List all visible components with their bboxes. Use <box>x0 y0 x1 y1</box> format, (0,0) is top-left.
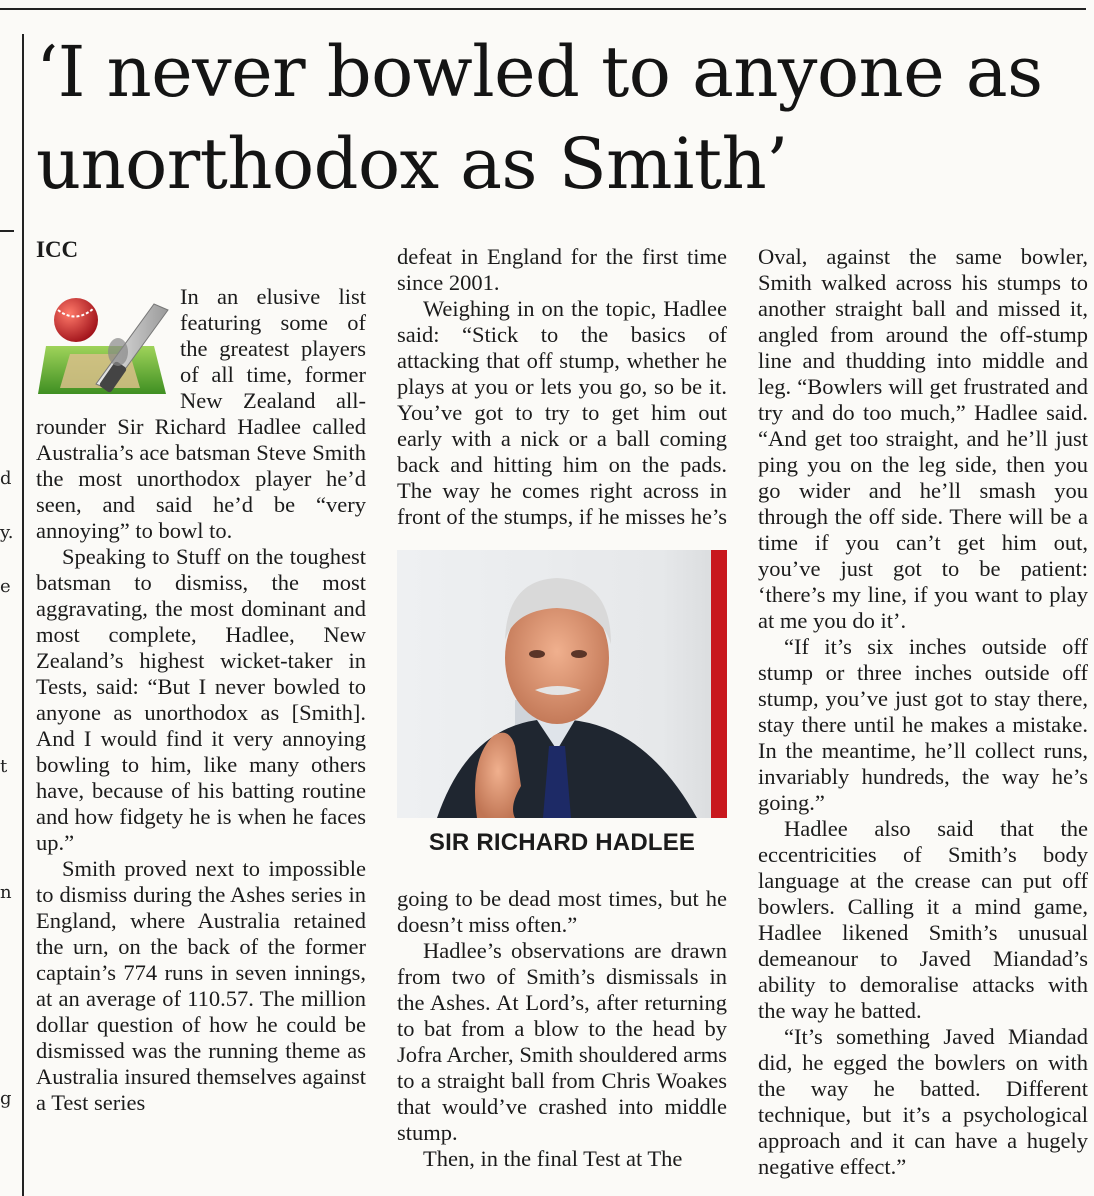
paragraph: Oval, against the same bowler, Smith walked across his stumps to another straight ball and missed it, angled from around the off-stump line and thudding into middle and leg. “Bowlers will get frustrated and try and do too much,” Hadlee said. “And get too straight, and he’ll just ping you on the leg side, then you go wider and he’ll smash you through the off side. There will be a time if you can’t get him out, you’ve just got to be patient: ‘there’s my line, if you want to play at me you do it’. <box>758 244 1088 633</box>
byline: ICC <box>36 237 79 262</box>
article-column-2 <box>397 244 727 1172</box>
margin-fragment: d <box>0 468 12 489</box>
article-column-3 <box>758 244 1088 1180</box>
margin-fragment: n <box>0 882 12 903</box>
paragraph: Weighing in on the topic, Hadlee said: “Stick to the basics of attacking that off stump, whether he plays at you or lets you go, so be it. You’ve got to try to get him out early with a nick or a ball coming back and hitting him on the pads. The way he comes right across in front of the stumps, if he misses he’s <box>397 296 727 529</box>
paragraph: Speaking to Stuff on the toughest batsman to dismiss, the most aggravating, the most dominant and most complete, Hadlee, New Zealand’s highest wicket-taker in Tests, said: “But I never bowled to anyone as unorthodox as [Smith]. And I would find it very annoying bowling to him, like many others have, because of his batting routine and how fidgety he is when he faces up.” <box>36 544 366 855</box>
cricket-icon <box>36 284 170 398</box>
paragraph: “If it’s six inches outside off stump or three inches outside off stump, you’ve just got to stay there, stay there until he makes a mistake. In the meantime, he’ll collect runs, invariably hundreds, the way he’s going.” <box>758 634 1088 815</box>
paragraph: Smith proved next to impossible to dismiss during the Ashes series in England, where Australia retained the urn, on the back of the former captain’s 774 runs in seven innings, at an average of 110.57. The million dollar question of how he could be dismissed was the running theme as Australia insured themselves against a Test series <box>36 856 366 1115</box>
article-column-1 <box>36 236 366 1116</box>
photo-caption: SIR RICHARD HADLEE <box>428 829 696 856</box>
paragraph: In an elusive list featuring some of the greatest players of all time, former New Zealand all-rounder Sir Richard Hadlee called Australia’s ace batsman Steve Smith the most unorthodox player he’d seen, and said he’d be “very annoying” to bowl to. <box>36 284 366 543</box>
headline: ‘I never bowled to anyone as unorthodox as Smith’ <box>36 31 1043 205</box>
paragraph: Hadlee also said that the eccentricities of Smith’s body language at the crease can put off bowlers. Calling it a mind game, Hadlee likened Smith’s unusual demeanour to Javed Miandad’s ability to demoralise attacks with the way he batted. <box>758 816 1088 1023</box>
margin-fragment: g <box>0 1088 12 1109</box>
column-divider-rule <box>22 34 24 1196</box>
paragraph: going to be dead most times, but he doesn’t miss often.” <box>397 886 727 937</box>
paragraph: “It’s something Javed Miandad did, he egged the bowlers on with the way he batted. Different technique, but it’s a psychological approach and it can have a hugely negative effect.” <box>758 1024 1088 1179</box>
margin-fragment: e <box>0 576 11 597</box>
paragraph: Hadlee’s observations are drawn from two of Smith’s dismissals in the Ashes. At Lord’s, after returning to bat from a blow to the head by Jofra Archer, Smith shouldered arms to a straight ball from Chris Woakes that would’ve crashed into middle stump. <box>397 938 727 1145</box>
left-margin-tick <box>0 230 14 232</box>
margin-fragment: y. <box>0 522 14 543</box>
margin-fragment: t <box>0 756 8 777</box>
paragraph: Then, in the final Test at The <box>423 1146 683 1171</box>
top-rule <box>0 8 1086 10</box>
paragraph: defeat in England for the first time since 2001. <box>397 244 727 295</box>
portrait-photo <box>397 550 727 818</box>
